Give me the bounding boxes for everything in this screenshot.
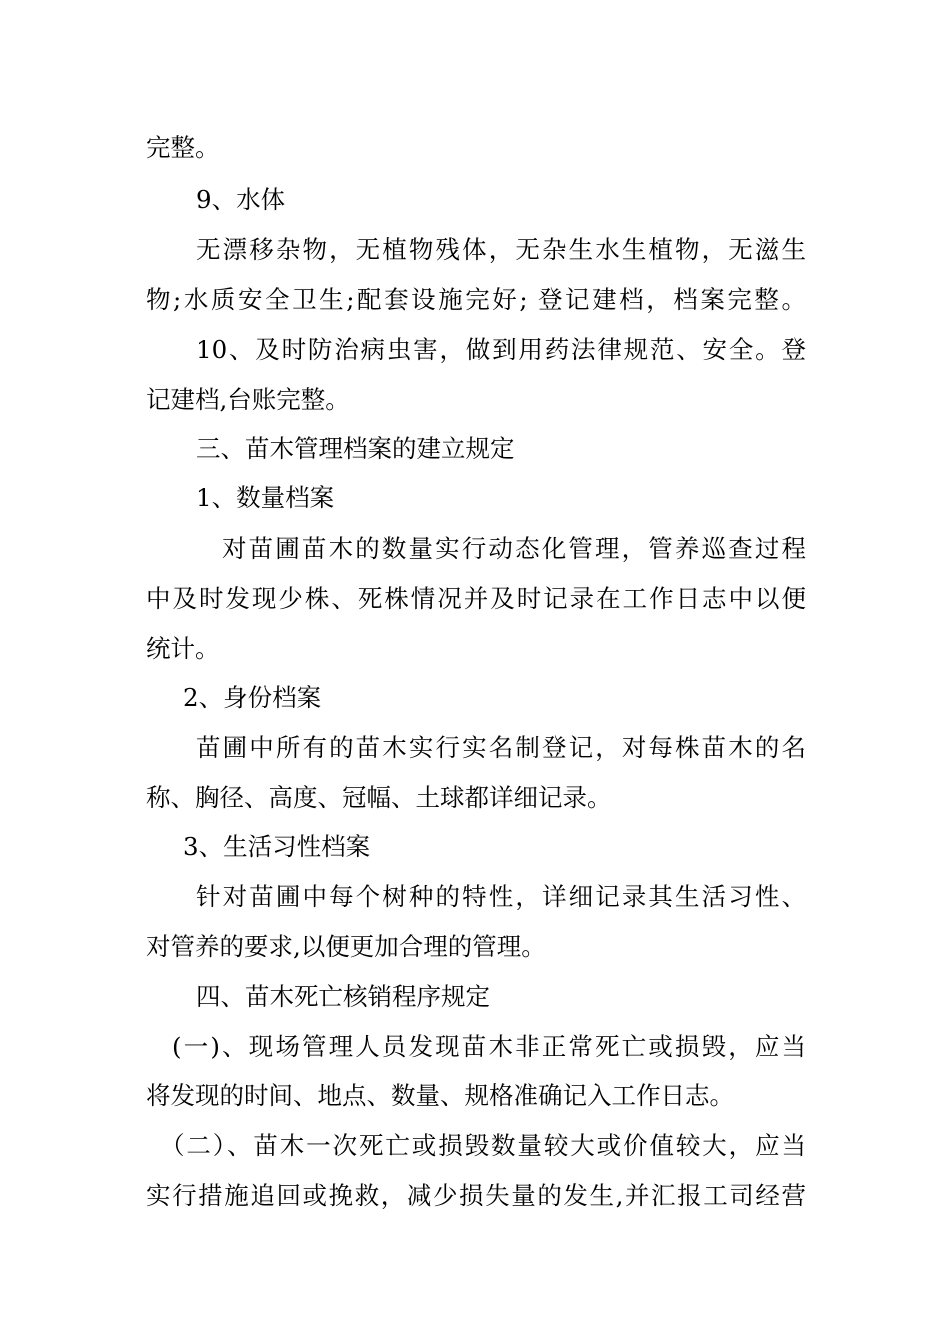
paragraph-line: 完整。 <box>146 133 220 162</box>
subsection-heading: 1、数量档案 <box>196 483 335 512</box>
paragraph-line: 针对苗圃中每个树种的特性，详细记录其生活习性、 <box>196 882 806 911</box>
paragraph-line: 记建档,台账完整。 <box>146 385 350 414</box>
paragraph-line: 中及时发现少株、死株情况并及时记录在工作日志中以便 <box>146 584 806 613</box>
section-heading: 四、苗木死亡核销程序规定 <box>196 982 490 1011</box>
paragraph-line: 对苗圃苗木的数量实行动态化管理，管养巡查过程 <box>222 534 806 563</box>
paragraph-line: 10、及时防治病虫害，做到用药法律规范、安全。登 <box>196 335 806 364</box>
paragraph-line: 无漂移杂物，无植物残体，无杂生水生植物，无滋生 <box>196 235 806 264</box>
paragraph-line: （二）、苗木一次死亡或损毁数量较大或价值较大，应当 <box>160 1131 806 1160</box>
paragraph-line: 实行措施追回或挽救，减少损失量的发生,并汇报工司经营 <box>146 1181 806 1210</box>
paragraph-line: 将发现的时间、地点、数量、规格准确记入工作日志。 <box>146 1081 734 1110</box>
paragraph-line: 物;水质安全卫生;配套设施完好; 登记建档，档案完整。 <box>146 285 806 314</box>
paragraph-line: 苗圃中所有的苗木实行实名制登记，对每株苗木的名 <box>196 733 806 762</box>
section-heading: 9、水体 <box>196 185 286 214</box>
subsection-heading: 3、生活习性档案 <box>183 832 371 861</box>
paragraph-line: (一)、现场管理人员发现苗木非正常死亡或损毁，应当 <box>172 1032 806 1061</box>
section-heading: 三、苗木管理档案的建立规定 <box>196 434 515 463</box>
paragraph-line: 对管养的要求,以便更加合理的管理。 <box>146 932 546 961</box>
subsection-heading: 2、身份档案 <box>183 683 322 712</box>
paragraph-line: 称、胸径、高度、冠幅、土球都详细记录。 <box>146 783 612 812</box>
paragraph-line: 统计。 <box>146 634 220 663</box>
